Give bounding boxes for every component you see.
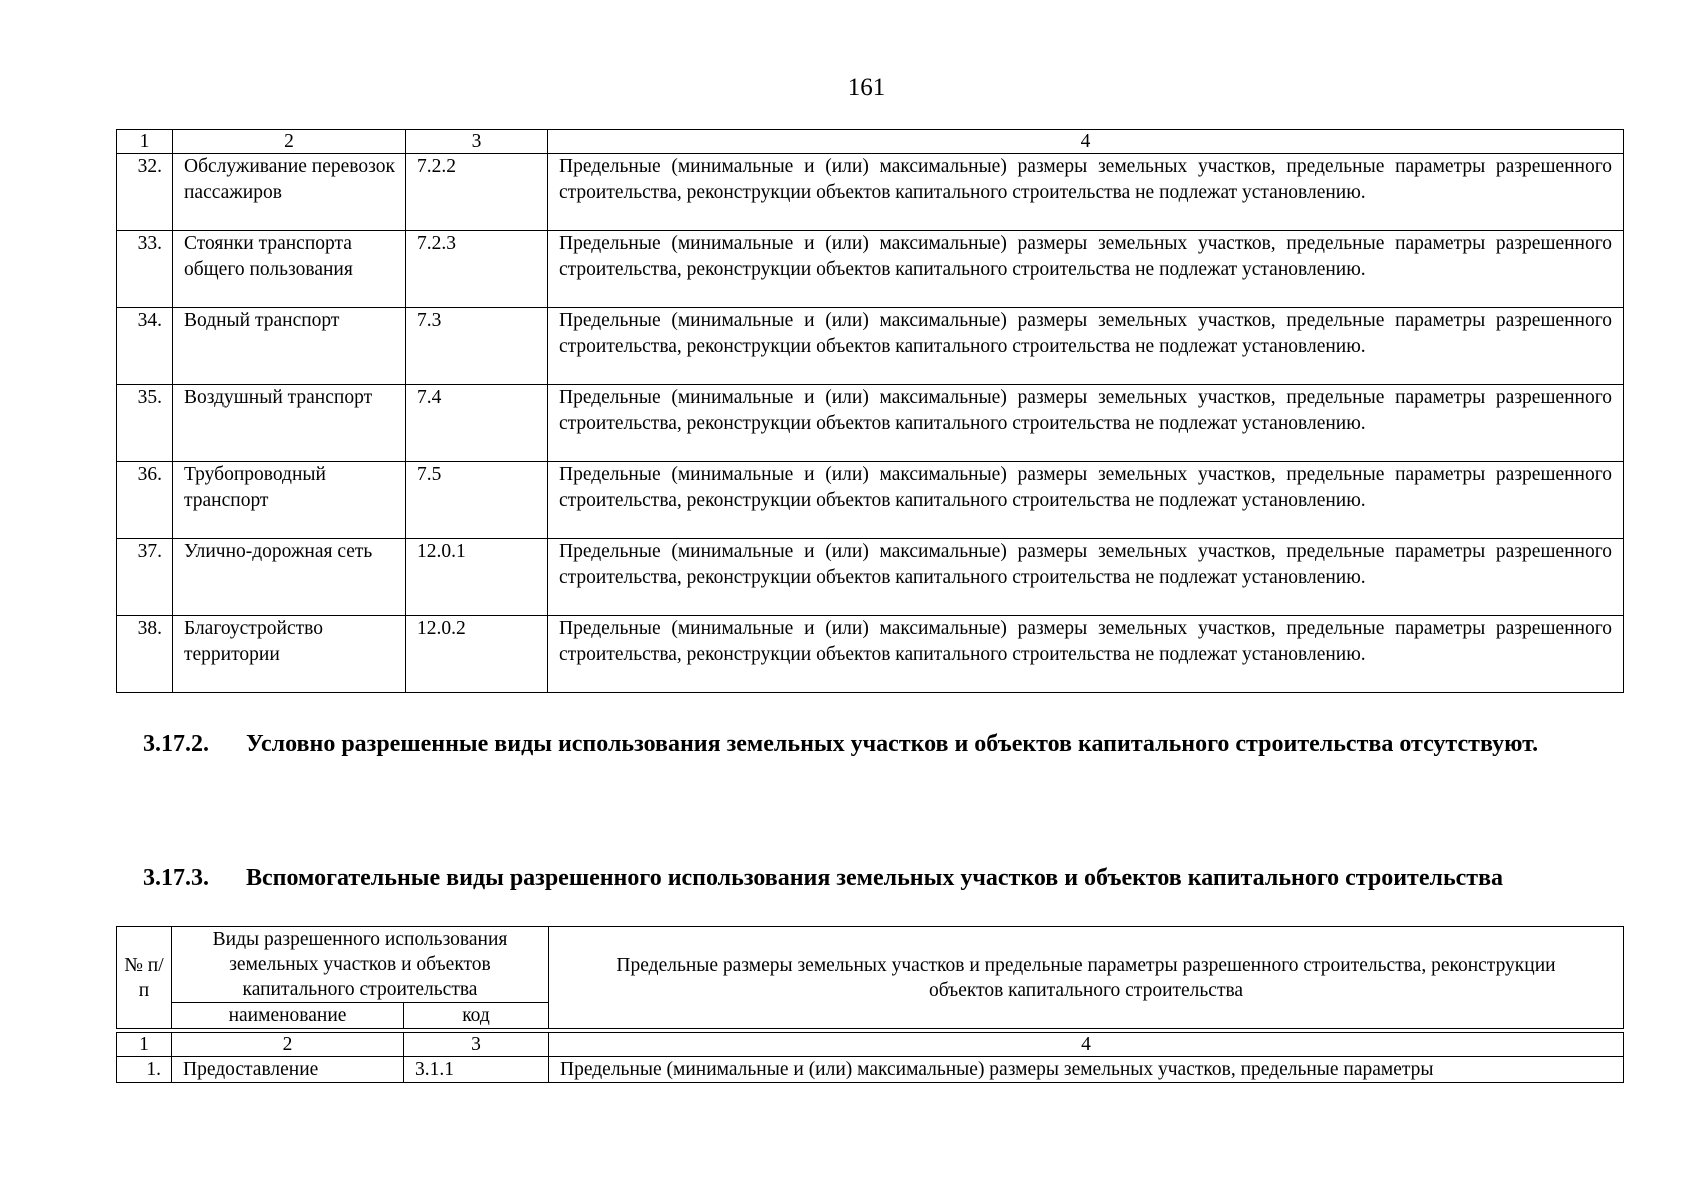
row-number: 32. (117, 154, 173, 231)
permitted-uses-table (116, 129, 1624, 693)
limits-text: Предельные (минимальные и (или) максимальные) размеры земельных участков, предельные параметры разрешенного строительства, реконструкции объектов капитального строительства не подлежат установлению. (548, 616, 1624, 693)
limits-text: Предельные (минимальные и (или) максимальные) размеры земельных участков, предельные параметры разрешенного строительства, реконструкции объектов капитального строительства не подлежат установлению. (548, 462, 1624, 539)
table-row (117, 1057, 1624, 1083)
column-number: 2 (172, 1033, 404, 1057)
use-name: Трубопроводный транспорт (173, 462, 406, 539)
page-number: 161 (847, 74, 886, 101)
column-number: 4 (548, 130, 1624, 154)
section-number: 3.17.2. (143, 731, 209, 757)
column-number-row (117, 130, 1624, 154)
use-code: 7.2.2 (406, 154, 548, 231)
use-name: Благоустройство территории (173, 616, 406, 693)
row-number: 33. (117, 231, 173, 308)
row-number: 1. (117, 1057, 172, 1083)
use-name: Воздушный транспорт (173, 385, 406, 462)
limits-text: Предельные (минимальные и (или) максимальные) размеры земельных участков, предельные параметры разрешенного строительства, реконструкции объектов капитального строительства не подлежат установлению. (548, 231, 1624, 308)
table-row (117, 308, 1624, 385)
header-code: код (404, 1003, 549, 1029)
section-title: Вспомогательные виды разрешенного использования земельных участков и объектов капитального строительства (246, 865, 1504, 891)
use-code: 12.0.2 (406, 616, 548, 693)
column-number-row (117, 1033, 1624, 1057)
column-number: 1 (117, 1033, 172, 1057)
section-number: 3.17.3. (143, 865, 209, 891)
use-name: Предоставление (172, 1057, 404, 1083)
use-name: Улично-дорожная сеть (173, 539, 406, 616)
column-number: 3 (406, 130, 548, 154)
table-row (117, 462, 1624, 539)
use-code: 12.0.1 (406, 539, 548, 616)
header-number: № п/п (117, 927, 172, 1029)
use-code: 7.4 (406, 385, 548, 462)
use-code: 7.2.3 (406, 231, 548, 308)
table-row (117, 385, 1624, 462)
limits-text: Предельные (минимальные и (или) максимальные) размеры земельных участков, предельные параметры разрешенного строительства, реконструкции объектов капитального строительства не подлежат установлению. (548, 539, 1624, 616)
column-number: 3 (404, 1033, 549, 1057)
limits-text: Предельные (минимальные и (или) максимальные) размеры земельных участков, предельные параметры разрешенного строительства, реконструкции объектов капитального строительства не подлежат установлению. (548, 308, 1624, 385)
section-heading-3-17-3 (143, 862, 1623, 895)
row-number: 35. (117, 385, 173, 462)
column-number: 2 (173, 130, 406, 154)
table-row (117, 616, 1624, 693)
section-title: Условно разрешенные виды использования земельных участков и объектов капитального строительства отсутствуют. (246, 731, 1539, 757)
column-number: 1 (117, 130, 173, 154)
use-code: 7.3 (406, 308, 548, 385)
use-name: Водный транспорт (173, 308, 406, 385)
use-code: 3.1.1 (404, 1057, 549, 1083)
limits-text: Предельные (минимальные и (или) максимальные) размеры земельных участков, предельные параметры разрешенного строительства, реконструкции объектов капитального строительства не подлежат установлению. (548, 385, 1624, 462)
row-number: 36. (117, 462, 173, 539)
auxiliary-uses-table (116, 926, 1624, 1083)
table-row (117, 539, 1624, 616)
use-name: Стоянки транспорта общего пользования (173, 231, 406, 308)
limits-text: Предельные (минимальные и (или) максимальные) размеры земельных участков, предельные параметры (549, 1057, 1624, 1083)
section-heading-3-17-2 (143, 728, 1623, 761)
limits-text: Предельные (минимальные и (или) максимальные) размеры земельных участков, предельные параметры разрешенного строительства, реконструкции объектов капитального строительства не подлежат установлению. (548, 154, 1624, 231)
row-number: 38. (117, 616, 173, 693)
use-code: 7.5 (406, 462, 548, 539)
table-header-row (117, 927, 1624, 1003)
row-number: 34. (117, 308, 173, 385)
table-row (117, 231, 1624, 308)
header-name: наименование (172, 1003, 404, 1029)
header-limits: Предельные размеры земельных участков и предельные параметры разрешенного строительства, реконструкции объектов капитального строительства (549, 927, 1624, 1029)
row-number: 37. (117, 539, 173, 616)
header-uses: Виды разрешенного использования земельных участков и объектов капитального строительства (172, 927, 549, 1003)
column-number: 4 (549, 1033, 1624, 1057)
table-row (117, 154, 1624, 231)
use-name: Обслуживание перевозок пассажиров (173, 154, 406, 231)
